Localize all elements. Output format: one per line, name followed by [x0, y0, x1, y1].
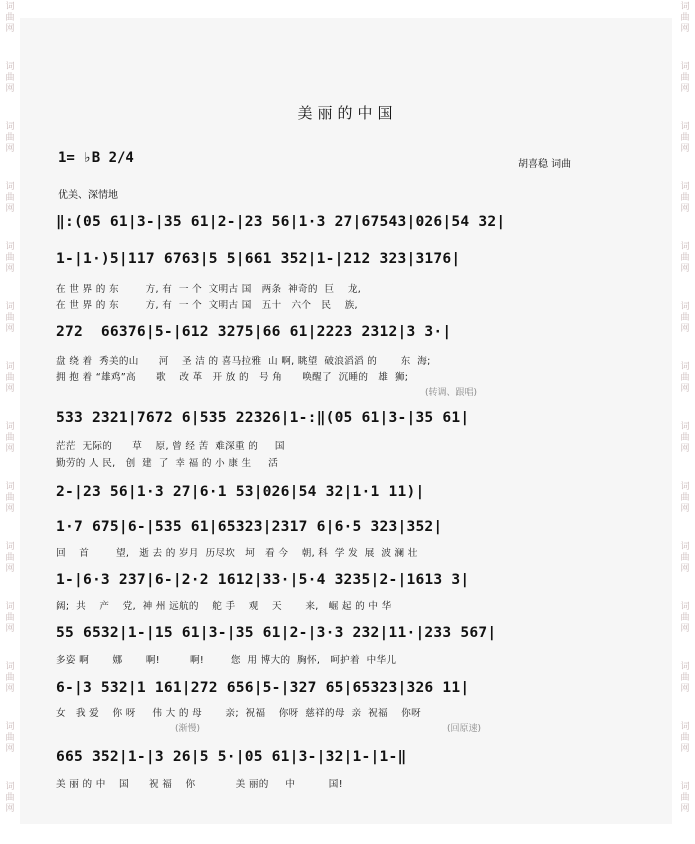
watermark: 词曲网 [5, 422, 15, 454]
notation-line-10: 665 352|1-|3 26|5 5·|05 61|3-|32|1-|1-‖ [56, 748, 616, 765]
lyric-line: 茫茫 无际的 草 原, 曾 经 苦 难深重 的 国 [56, 441, 285, 452]
watermark: 词曲网 [680, 782, 690, 814]
notation-line-5: 2-|23 56|1·3 27|6·1 53|026|54 32|1·1 11)| [56, 483, 616, 500]
performance-note: ( 转调、跟唱 ) [425, 385, 477, 398]
watermark: 词曲网 [680, 542, 690, 574]
notation-line-7: 1-|6·3 237|6-|2·2 1612|33·|5·4 3235|2-|1613 3| [56, 571, 616, 588]
notation-line-4: 533 2321|7672 6|535 22326|1-:‖(05 61|3-|35 61| [56, 409, 616, 426]
lyric-line: 阔; 共 产 党, 神 州 远航的 舵 手 观 天 来, 崛 起 的 中 华 [56, 601, 392, 612]
watermark: 词曲网 [680, 62, 690, 94]
notation-line-1: ‖:(05 61|3-|35 61|2-|23 56|1·3 27|67543|026|54 32| [56, 213, 616, 230]
watermark: 词曲网 [680, 122, 690, 154]
watermark: 词曲网 [5, 302, 15, 334]
watermark: 词曲网 [5, 782, 15, 814]
watermark: 词曲网 [680, 302, 690, 334]
watermark: 词曲网 [680, 182, 690, 214]
watermark: 词曲网 [5, 482, 15, 514]
watermark: 词曲网 [680, 362, 690, 394]
watermark: 词曲网 [680, 602, 690, 634]
watermark: 词曲网 [5, 542, 15, 574]
lyric-line: 美 丽 的 中 国 祝 福 你 美 丽的 中 国! [56, 779, 343, 790]
watermark: 词曲网 [5, 602, 15, 634]
watermark: 词曲网 [680, 482, 690, 514]
watermark: 词曲网 [5, 182, 15, 214]
performance-note: ( 回原速 ) [447, 721, 481, 734]
watermark: 词曲网 [5, 2, 15, 34]
notation-line-2: 1-|1·)5|117 6763|5 5|661 352|1-|212 323|3176| [56, 250, 616, 267]
song-title: 美丽的中国 [297, 104, 398, 122]
watermark: 词曲网 [5, 122, 15, 154]
lyric-line: 在 世 界 的 东 方, 有 一 个 文明古 国 两条 神奇的 巨 龙, [56, 284, 362, 295]
notation-line-8: 55 6532|1-|15 61|3-|35 61|2-|3·3 232|11·|233 567| [56, 624, 616, 641]
tempo-marking: 优美、深情地 [58, 190, 118, 201]
notation-line-3: 272 66376|5-|612 3275|66 61|2223 2312|3 3·| [56, 323, 616, 340]
author-credit: 胡喜稳 词曲 [518, 159, 572, 170]
lyric-line: 勤劳的 人 民, 创 建 了 幸 福 的 小 康 生 活 [56, 458, 279, 469]
watermark: 词曲网 [5, 242, 15, 274]
watermark: 词曲网 [680, 242, 690, 274]
lyric-line: 回 首 望, 逝 去 的 岁月 历尽坎 坷 看 今 朝, 科 学 发 展 波 澜 壮 [56, 548, 418, 559]
watermark: 词曲网 [680, 2, 690, 34]
lyric-line: 女 我 爱 你 呀 伟 大 的 母 亲; 祝福 你呀 慈祥的母 亲 祝福 你呀 [56, 708, 422, 719]
lyric-line: 多姿 啊 娜 啊! 啊! 您 用 博大的 胸怀, 呵护着 中华儿 [56, 655, 397, 666]
watermark: 词曲网 [5, 62, 15, 94]
notation-line-9: 6-|3 532|1 161|272 656|5-|327 65|65323|326 11| [56, 679, 616, 696]
performance-note: ( 渐慢 ) [175, 721, 200, 734]
lyric-line: 拥 抱 着 “雄鸡”高 歌 改 革 开 放 的 号 角 唤醒了 沉睡的 雄 狮; [56, 372, 409, 383]
watermark-column-left [2, 0, 18, 844]
notation-line-6: 1·7 675|6-|535 61|65323|2317 6|6·5 323|352| [56, 518, 616, 535]
key-signature: 1= ♭B 2/4 [58, 150, 134, 166]
watermark: 词曲网 [5, 362, 15, 394]
watermark-column-right [677, 0, 693, 844]
watermark: 词曲网 [5, 722, 15, 754]
watermark: 词曲网 [5, 662, 15, 694]
watermark: 词曲网 [680, 662, 690, 694]
lyric-line: 在 世 界 的 东 方, 有 一 个 文明古 国 五十 六个 民 族, [56, 300, 358, 311]
lyric-line: 盘 绕 着 秀美的山 河 圣 洁 的 喜马拉雅 山 啊, 眺望 破浪滔滔 的 东 海; [56, 356, 431, 367]
watermark: 词曲网 [680, 422, 690, 454]
watermark: 词曲网 [680, 722, 690, 754]
